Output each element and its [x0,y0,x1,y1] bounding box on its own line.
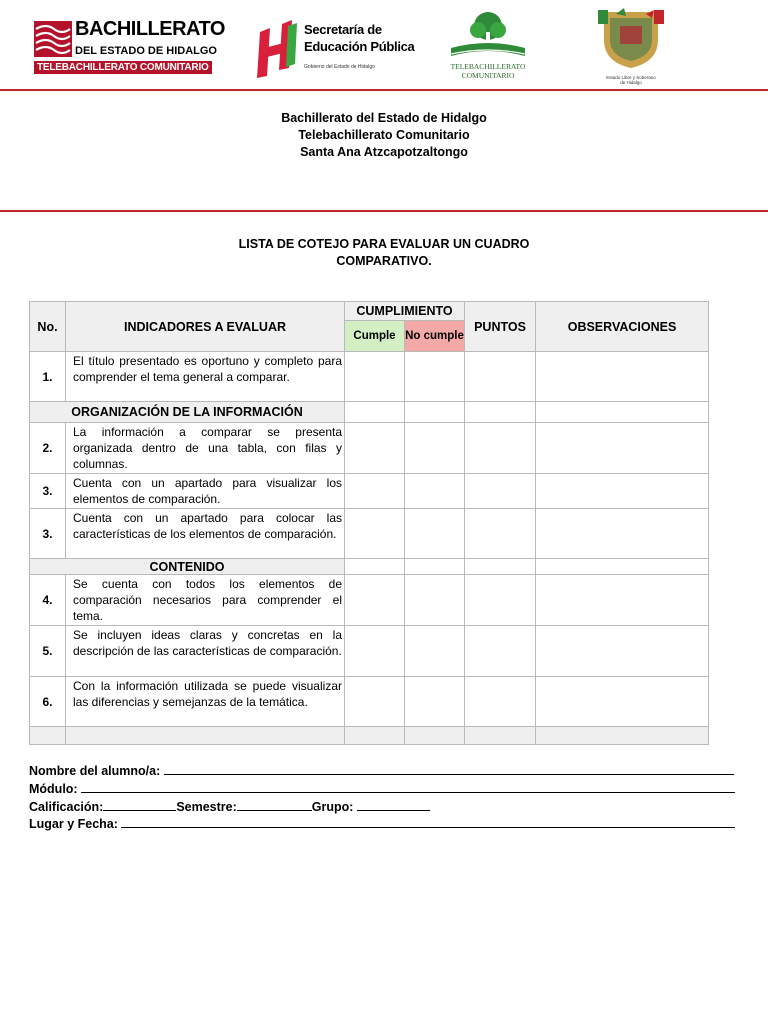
cumple-cell[interactable] [345,352,405,402]
table-row [30,575,709,626]
puntos-cell[interactable] [465,626,536,677]
sep-logo [256,18,415,80]
tree-book-icon [447,10,529,62]
cumple-cell[interactable] [345,677,405,727]
document-title-line2: COMPARATIVO. [336,254,432,268]
institution-block [0,110,768,161]
header-cumple: Cumple [345,321,405,352]
bachillerato-logo-band: TELEBACHILLERATO COMUNITARIO [34,61,212,74]
section-row [30,559,709,575]
bachillerato-logo [34,18,225,80]
puntos-cell[interactable] [465,423,536,474]
section-organizacion: ORGANIZACIÓN DE LA INFORMACIÓN [30,402,345,423]
checklist-table [29,301,709,745]
puntos-cell[interactable] [465,474,536,509]
row-indicator: Con la información utilizada se puede visualizar las diferencias y semejanzas de la temática. [66,677,345,727]
observaciones-cell[interactable] [536,575,709,626]
no-cumple-cell[interactable] [405,509,465,559]
sep-logo-line2: Educación Pública [304,39,415,54]
no-cumple-cell [405,402,465,423]
row-indicator: Cuenta con un apartado para colocar las características de los elementos de comparación. [66,509,345,559]
modulo-field [29,780,735,796]
table-footer-row [30,727,709,745]
row-number: 3. [30,509,66,559]
grupo-line[interactable] [357,798,430,811]
sep-logo-line1: Secretaría de [304,22,382,37]
header-observaciones: OBSERVACIONES [536,302,709,352]
header-indicadores: INDICADORES A EVALUAR [66,302,345,352]
observaciones-cell[interactable] [536,626,709,677]
puntos-cell[interactable] [465,575,536,626]
puntos-cell [465,402,536,423]
telebachillerato-logo [446,10,530,84]
estado-logo-line2: de Hidalgo [620,80,642,85]
header-no: No. [30,302,66,352]
puntos-cell[interactable] [465,509,536,559]
grupo-label: Grupo: [311,800,354,814]
observaciones-cell[interactable] [536,509,709,559]
bachillerato-logo-subtitle: DEL ESTADO DE HIDALGO [75,45,217,57]
observaciones-cell [536,559,709,575]
telebachillerato-logo-line1: TELEBACHILLERATO [450,62,526,71]
header-divider-bottom [0,210,768,212]
header-divider-top [0,89,768,91]
puntos-cell[interactable] [465,352,536,402]
coat-of-arms-icon [596,6,666,70]
footer-cell [345,727,405,745]
lugar-fecha-field [29,815,735,831]
nombre-field [29,762,734,778]
cumple-cell[interactable] [345,474,405,509]
row-number: 5. [30,626,66,677]
institution-line1: Bachillerato del Estado de Hidalgo [281,111,487,125]
table-row [30,626,709,677]
bachillerato-logo-title: BACHILLERATO [75,18,225,40]
footer-cell [66,727,345,745]
semestre-label: Semestre: [176,800,237,814]
no-cumple-cell[interactable] [405,677,465,727]
row-indicator: Cuenta con un apartado para visualizar los elementos de comparación. [66,474,345,509]
nombre-label: Nombre del alumno/a: [29,764,161,778]
footer-cell [30,727,66,745]
row-number: 2. [30,423,66,474]
row-number: 6. [30,677,66,727]
modulo-line[interactable] [81,780,735,793]
observaciones-cell[interactable] [536,677,709,727]
sep-h-icon [256,20,298,78]
table-row [30,423,709,474]
cumple-cell [345,559,405,575]
calificacion-row [29,798,430,814]
calificacion-line[interactable] [103,798,176,811]
cumple-cell[interactable] [345,575,405,626]
observaciones-cell[interactable] [536,474,709,509]
row-indicator: Se cuenta con todos los elementos de comparación necesarios para comprender el tema. [66,575,345,626]
table-row [30,474,709,509]
telebachillerato-logo-line2: COMUNITARIO [461,71,515,80]
footer-cell [465,727,536,745]
table-row [30,677,709,727]
header-cumplimiento: CUMPLIMIENTO [345,302,465,321]
observaciones-cell[interactable] [536,423,709,474]
no-cumple-cell [405,559,465,575]
semestre-line[interactable] [237,798,312,811]
no-cumple-cell[interactable] [405,474,465,509]
estado-hidalgo-logo [596,6,666,86]
row-number: 1. [30,352,66,402]
row-indicator: Se incluyen ideas claras y concretas en la descripción de las características de comparación. [66,626,345,677]
cumple-cell[interactable] [345,509,405,559]
no-cumple-cell[interactable] [405,352,465,402]
lugar-fecha-line[interactable] [121,815,735,828]
calificacion-label: Calificación: [29,800,104,814]
row-number: 3. [30,474,66,509]
bachillerato-flag-icon [34,21,72,57]
modulo-label: Módulo: [29,782,78,796]
document-title [0,236,768,270]
lugar-fecha-label: Lugar y Fecha: [29,817,118,831]
no-cumple-cell[interactable] [405,575,465,626]
table-row [30,352,709,402]
header-puntos: PUNTOS [465,302,536,352]
sep-logo-line3: Gobierno del Estado de Hidalgo [304,64,375,70]
section-row [30,402,709,423]
row-indicator: La información a comparar se presenta organizada dentro de una tabla, con filas y columnas. [66,423,345,474]
table-row [30,509,709,559]
institution-line3: Santa Ana Atzcapotzaltongo [300,145,468,159]
row-indicator: El título presentado es oportuno y completo para comprender el tema general a comparar. [66,352,345,402]
section-contenido: CONTENIDO [30,559,345,575]
nombre-line[interactable] [164,762,734,775]
observaciones-cell[interactable] [536,352,709,402]
no-cumple-cell[interactable] [405,626,465,677]
header-no-cumple: No cumple [405,321,465,352]
cumple-cell [345,402,405,423]
document-title-line1: LISTA DE COTEJO PARA EVALUAR UN CUADRO [238,237,530,251]
institution-line2: Telebachillerato Comunitario [298,128,470,142]
row-number: 4. [30,575,66,626]
cumple-cell[interactable] [345,626,405,677]
puntos-cell[interactable] [465,677,536,727]
footer-cell [536,727,709,745]
no-cumple-cell[interactable] [405,423,465,474]
observaciones-cell [536,402,709,423]
footer-cell [405,727,465,745]
puntos-cell [465,559,536,575]
cumple-cell[interactable] [345,423,405,474]
estado-logo-line1: Estado Libre y Soberano [606,75,656,80]
